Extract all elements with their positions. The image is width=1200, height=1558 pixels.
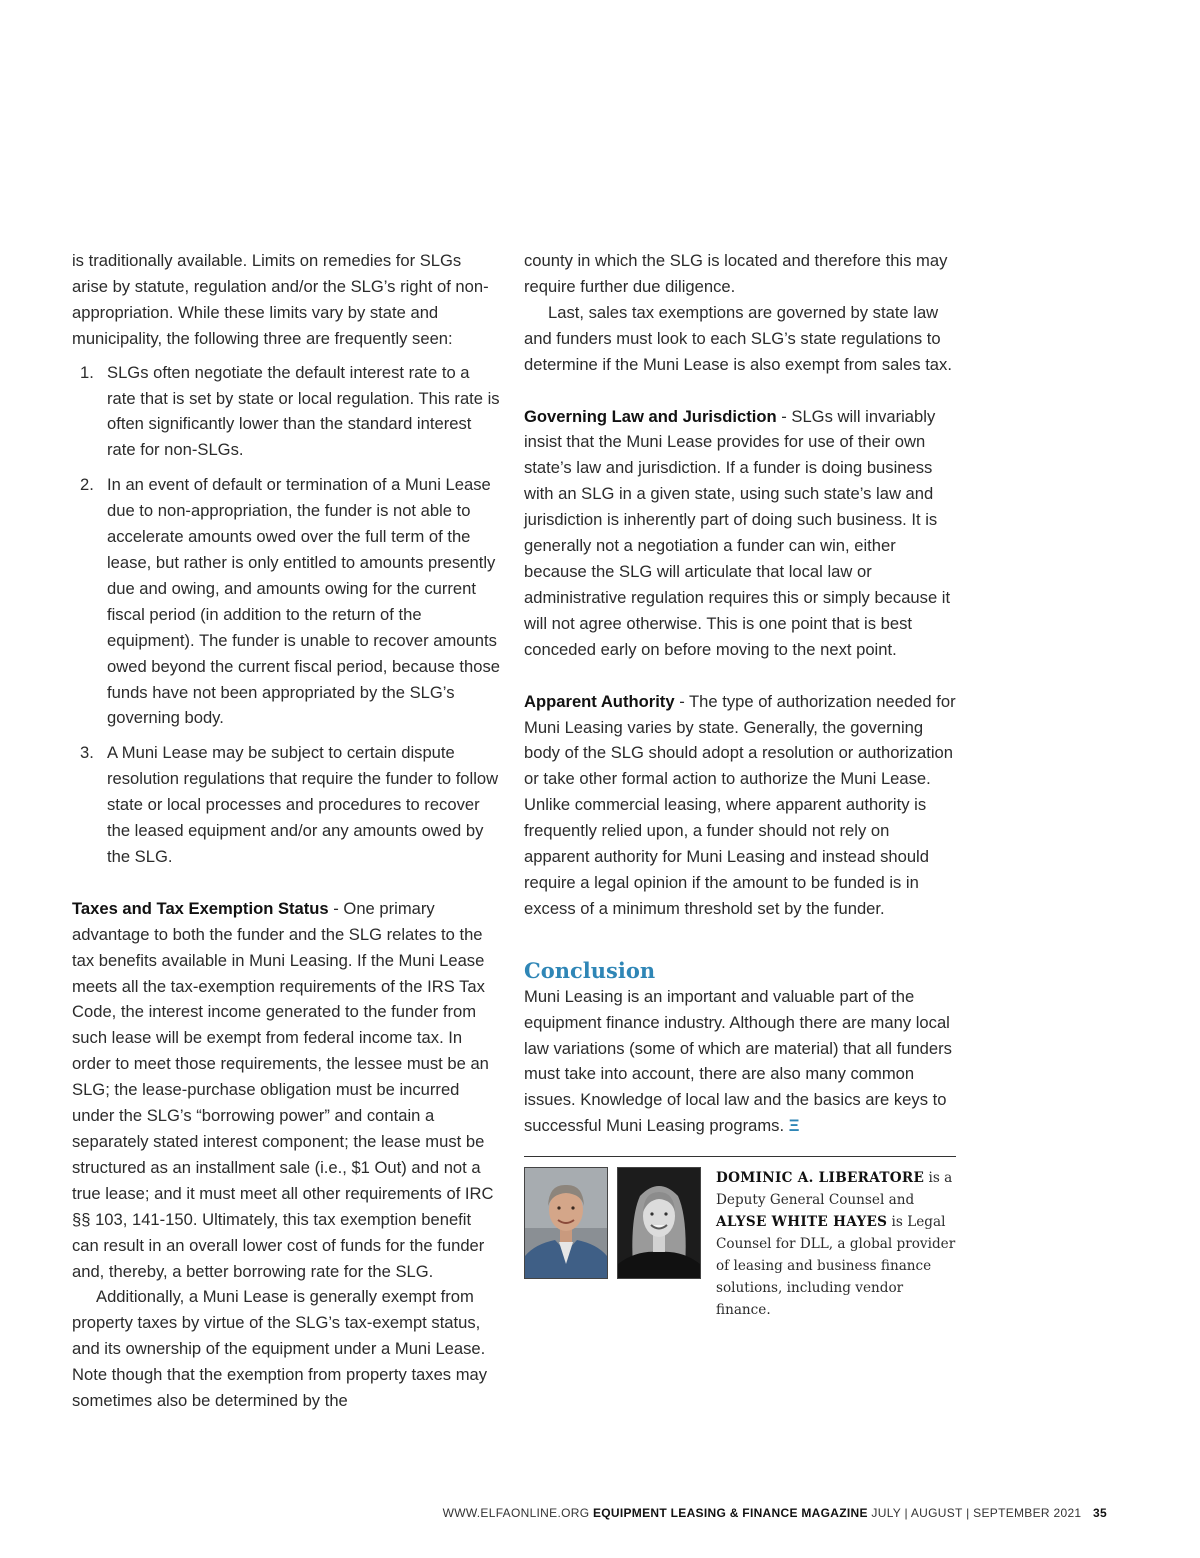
footer-site: WWW.ELFAONLINE.ORG (442, 1506, 590, 1520)
author-bio (524, 1167, 956, 1327)
taxes-lead-in: Taxes and Tax Exemption Status (72, 898, 329, 918)
list-text: In an event of default or termination of a Muni Lease due to non-appropriation, the funder is not able to accelerate amounts owed over the full term of the lease, but rather is only entitled to amounts presently due and owing, and amounts owing for the current fiscal period (in addition to the return of the equipment). The funder is unable to recover amounts owed beyond the current fiscal period, because those funds have not been appropriated by the SLG’s governing body. (107, 475, 500, 728)
bio-text-part-2: is Legal Counsel for DLL, a global provider of leasing and business finance solutions, including vendor finance. (716, 1214, 956, 1319)
apparent-authority-lead-in: Apparent Authority (524, 691, 675, 711)
page-footer (443, 1506, 1107, 1520)
apparent-authority-body: - The type of authorization needed for Muni Leasing varies by state. Generally, the governing body of the SLG should adopt a resolution or authorization or take other formal action to authorize the Muni Lease. Unlike commercial leasing, where apparent authority is frequently relied upon, a funder should not rely on apparent authority for Muni Leasing and instead should require a legal opinion if the amount to be funded is in excess of a minimum threshold set by the funder. (524, 691, 956, 918)
governing-law-lead-in: Governing Law and Jurisdiction (524, 406, 777, 426)
end-mark-icon: Ξ (788, 1116, 800, 1136)
list-item (72, 740, 500, 870)
conclusion-paragraph (524, 984, 956, 1139)
bio-text (716, 1167, 956, 1321)
list-number: 3. (80, 743, 94, 763)
conclusion-heading: Conclusion (524, 957, 656, 983)
author-name-liberatore: DOMINIC A. LIBERATORE (716, 1170, 925, 1187)
remedy-limits-list (72, 360, 500, 870)
property-tax-paragraph: Additionally, a Muni Lease is generally exempt from property taxes by virtue of the SLG’s tax-exempt status, and its ownership of the equipment under a Muni Lease. Note though that the exemption from property taxes may sometimes also be determined by the (72, 1287, 488, 1411)
footer-magazine: EQUIPMENT LEASING & FINANCE MAGAZINE (592, 1506, 868, 1520)
list-number: 2. (80, 475, 94, 495)
man-portrait-icon (525, 1168, 607, 1278)
governing-law-body: - SLGs will invariably insist that the Muni Lease provides for use of their own state’s law and jurisdiction. If a funder is doing business with an SLG in a given state, using such state’s law and jurisdiction is inherently part of doing such business. It is generally not a negotiation a funder can win, either because the SLG will articulate that local law or administrative regulation requires this or simply because it will not agree otherwise. This is one point that is best conceded early on before moving to the next point. (524, 406, 951, 659)
conclusion-body: Muni Leasing is an important and valuable part of the equipment finance industry. Although there are many local law variations (some of which are material) that all funders must take into account, there are also many common issues. Knowledge of local law and the basics are keys to successful Muni Leasing programs. (524, 986, 952, 1136)
governing-law-paragraph (524, 404, 956, 663)
right-column (524, 248, 956, 1327)
list-item (72, 360, 500, 464)
list-text: A Muni Lease may be subject to certain dispute resolution regulations that require the funder to follow state or local processes and procedures to recover the leased equipment and/or any amounts owed by the SLG. (107, 743, 499, 866)
author-name-hayes: ALYSE WHITE HAYES (716, 1214, 888, 1231)
footer-issue: JULY | AUGUST | SEPTEMBER 2021 (871, 1506, 1082, 1520)
intro-paragraph: is traditionally available. Limits on remedies for SLGs arise by statute, regulation and/or the SLG’s right of non-appropriation. While these limits vary by state and municipality, the following three are frequently seen: (72, 251, 489, 348)
taxes-paragraph (72, 896, 500, 1285)
list-text: SLGs often negotiate the default interest rate to a rate that is set by state or local regulation. This rate is often significantly lower than the standard interest rate for non-SLGs. (107, 362, 500, 460)
author-photo-hayes (617, 1167, 701, 1279)
continuation-paragraph: county in which the SLG is located and therefore this may require further due diligence. (524, 251, 948, 296)
page-number: 35 (1093, 1506, 1107, 1520)
sales-tax-paragraph: Last, sales tax exemptions are governed by state law and funders must look to each SLG’s state regulations to determine if the Muni Lease is also exempt from sales tax. (524, 302, 952, 374)
woman-portrait-icon (618, 1168, 700, 1278)
list-item (72, 472, 500, 731)
left-column (72, 248, 500, 1414)
apparent-authority-paragraph (524, 689, 956, 922)
taxes-body: - One primary advantage to both the funder and the SLG relates to the tax benefits available in Muni Leasing. If the Muni Lease meets all the tax-exemption requirements of the IRS Tax Code, the interest income generated to the funder from such lease will be exempt from federal income tax. In order to meet those requirements, the lessee must be an SLG; the lease-purchase obligation must be incurred under the SLG’s “borrowing power” and contain a separately stated interest component; the lease must be structured as an installment sale (i.e., $1 Out) and not a true lease; and it must meet all other requirements of IRC §§ 103, 141-150. Ultimately, this tax exemption benefit can result in an overall lower cost of funds for the funder and, thereby, a better borrowing rate for the SLG. (72, 898, 494, 1281)
list-number: 1. (80, 362, 94, 382)
author-photo-liberatore (524, 1167, 608, 1279)
bio-divider (524, 1156, 956, 1157)
bio-text-part-1: is a Deputy General Counsel and (716, 1170, 953, 1209)
